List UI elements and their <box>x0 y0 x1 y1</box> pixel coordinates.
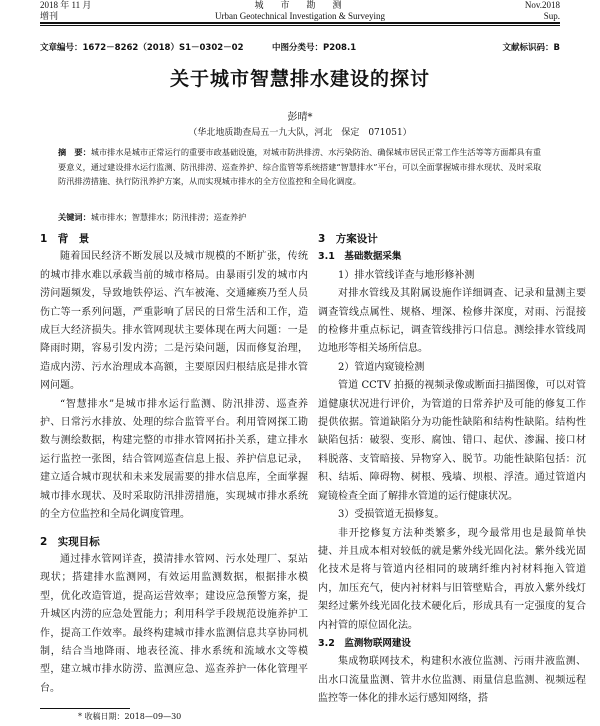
section-3-2-paragraph: 集成物联网技术，构建积水液位监测、污雨井液监测、出水口流量监测、管井水位监测、雨量信息监测、视频远程监控等一体化的排水运行感知网络，搭 <box>318 656 586 705</box>
section-1-paragraph-1: 随着国民经济不断发展以及城市规模的不断扩张，传统的城市排水难以承载当前的城市格局。由暴雨引发的城市内涝问题频发，导致地铁停运、汽车被淹、交通瘫痪乃至人员伤亡等一系列问题，严重影响了居民的日常生活和工作，造成巨大经济损失。排水管网现状主要体现在两大问题：一是降雨时期，容易引发内涝；二是污染问题，因而修复治理，造成内涝、污水治理成本高额，主要原因归根结底是排水管网问题。 <box>40 251 308 392</box>
journal-name-cn: 城 市 勘 测 <box>254 0 346 10</box>
abstract <box>58 145 542 189</box>
subsection-3-paragraph: 非开挖修复方法种类繁多，现今最常用也是最简单快捷、并且成本相对较低的就是紫外线光固化法。紫外线光固化技术是将与管道内径相同的玻璃纤维内衬材料拖入管道内，加压充气，使内衬材料与旧管壁贴合，再放入紫外线灯架经过紫外线光固化技术硬化后，形成具有一定强度的复合内衬管的原位固化法。 <box>318 527 586 631</box>
section-3-2-heading: 3.2 监测物联网建设 <box>318 637 411 649</box>
section-3-heading: 3 方案设计 <box>318 233 378 245</box>
abstract-text: 城市排水是城市正常运行的重要市政基础设施，对城市防洪排涝、水污染防治、确保城市居民正常工作生活等等方面都具有重要意义，通过建设排水运行监测、防汛排涝、巡查养护、综合监管等系统搭建“智慧排水”平台，可以全面掌握城市排水现状、及时采取防汛排涝措施、执行防汛养护方案，从而实现城市排水的全方位监控和全局化调度。 <box>58 147 542 186</box>
keywords-text: 城市排水；智慧排水；防汛排涝；巡查养护 <box>90 212 247 222</box>
subsection-1-heading: 1）排水管线详查与地形修补测 <box>338 269 475 281</box>
header-rule <box>40 22 560 24</box>
clc-number: 中图分类号：P208.1 <box>272 43 357 53</box>
paper-title: 关于城市智慧排水建设的探讨 <box>169 68 430 90</box>
header-rule-thin <box>40 25 560 26</box>
section-1-heading: 1 背 景 <box>40 233 90 245</box>
author: 彭晴* <box>287 112 313 123</box>
section-2-paragraph-1: 通过排水管网详查，摸清排水管网、污水处理厂、泵站现状；搭建排水监测网，有效运用监测数据，根据排水模型，优化改造管道，提高运营效率；建设应急预警方案，提升城区内涝的应急处置能力；利用科学手段规范设施养护工作，提高工作效率。最终构建城市排水监测信息共享协同机制，结合当地降雨、地表径流、排水系统和流域水文等模型，建立城市排水防涝、监测应急、巡查养护一体化管理平台。 <box>40 553 308 694</box>
received-date-footnote: * 收稿日期：2018—09—30 <box>78 712 182 721</box>
document-code: 文献标识码：B <box>502 43 560 53</box>
header-issue: 增刊 <box>40 11 59 21</box>
subsection-2-heading: 2）管道内窥镜检测 <box>338 361 425 373</box>
header-date-en: Nov.2018 <box>524 0 560 10</box>
section-2-heading: 2 实现目标 <box>40 535 100 548</box>
subsection-3-heading: 3）受损管道无损修复。 <box>338 509 445 521</box>
section-1-paragraph-2: “智慧排水”是城市排水运行监测、防汛排涝、巡查养护、日常污水排放、处理的综合监管平台。利用管网探工勘数与测绘数据，构建完整的市排水管网拓扑关系，建立排水运行监控一张图，结合管网巡查信息上报、养护信息记录，建立适合城市现状和未来发展需要的排水信息库，全面掌握城市排水现状、及时采取防汛排涝措施，实现城市排水系统的全方位监控和全局化调度管理。 <box>40 398 308 521</box>
header-date: 2018 年 11 月 <box>40 0 92 10</box>
subsection-1-paragraph: 对排水管线及其附属设施作详细调查、记录和量测主要调查管线点属性、规格、埋深、检修井深度，对雨、污混接的检修井重点标记，调查管线排污口信息。测绘排水管线周边地形等相关场所信息。 <box>318 288 586 355</box>
journal-name-en: Urban Geotechnical Investigation & Surveying <box>215 11 385 21</box>
header-right <box>525 0 560 22</box>
keywords-label: 关键词： <box>58 212 91 222</box>
footnote-rule <box>40 708 130 709</box>
section-3-1-heading: 3.1 基础数据采集 <box>318 251 402 263</box>
header-issue-en: Sup. <box>543 11 560 21</box>
right-column <box>318 230 586 709</box>
abstract-label: 摘 要： <box>58 147 91 157</box>
header-center <box>0 0 600 22</box>
left-column <box>40 230 308 698</box>
article-number: 文章编号：1672－8262（2018）S1－0302－02 <box>40 43 244 53</box>
subsection-2-paragraph: 管道 CCTV 拍摄的视频录像或断面扫描图像，可以对管道健康状况进行评价，为管道的日常养护及可能的修复工作提供依据。管道缺陷分为功能性缺陷和结构性缺陷。结构性缺陷包括：破裂、变形、腐蚀、错口、起伏、渗漏、接口材料脱落、支管暗接、异物穿入、脱节。功能性缺陷包括：沉积、结垢、障碍物、树根、残墙、坝根、浮渣。通过管道内窥镜检查全面了解排水管道的运行健康状况。 <box>318 380 586 502</box>
keywords <box>58 212 542 223</box>
affiliation: （华北地质勘查局五一九大队，河北 保定 071051） <box>188 128 412 138</box>
